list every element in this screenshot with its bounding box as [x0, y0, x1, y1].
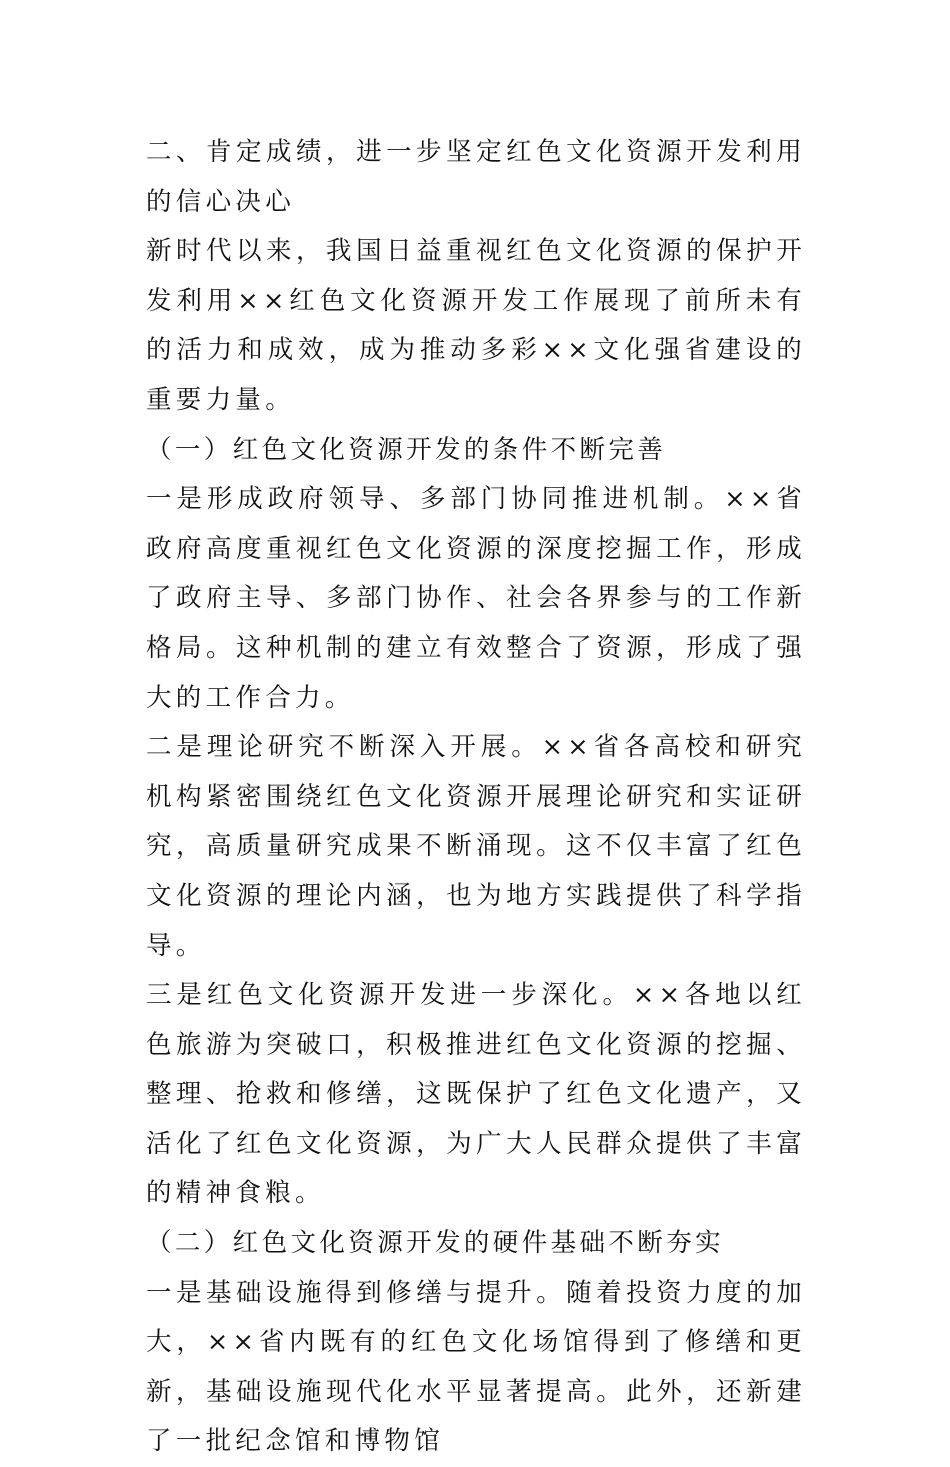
subsection-1-paragraph-1: 一是形成政府领导、多部门协同推进机制。××省政府高度重视红色文化资源的深度挖掘工作，形成了政府主导、多部门协作、社会各界参与的工作新格局。这种机制的建立有效整合了资源，形成了强大的工作合力。 [146, 484, 806, 713]
subsection-1-title: （一）红色文化资源开发的条件不断完善 [146, 434, 667, 465]
subsection-1-paragraph-2: 二是理论研究不断深入开展。××省各高校和研究机构紧密围绕红色文化资源开展理论研究和实证研究，高质量研究成果不断涌现。这不仅丰富了红色文化资源的理论内涵，也为地方实践提供了科学指导。 [146, 732, 806, 961]
subsection-2-title: （二）红色文化资源开发的硬件基础不断夯实 [146, 1228, 725, 1259]
section-heading: 二、肯定成绩，进一步坚定红色文化资源开发利用的信心决心 [146, 137, 806, 217]
intro-paragraph: 新时代以来，我国日益重视红色文化资源的保护开发利用××红色文化资源开发工作展现了前所未有的活力和成效，成为推动多彩××文化强省建设的重要力量。 [146, 236, 806, 415]
subsection-2-paragraph-1: 一是基础设施得到修缮与提升。随着投资力度的加大，××省内既有的红色文化场馆得到了修缮和更新，基础设施现代化水平显著提高。此外，还新建了一批纪念馆和博物馆 [146, 1277, 806, 1457]
document-body [146, 128, 806, 1467]
subsection-1-paragraph-3: 三是红色文化资源开发进一步深化。××各地以红色旅游为突破口，积极推进红色文化资源的挖掘、整理、抢救和修缮，这既保护了红色文化遗产，又活化了红色文化资源，为广大人民群众提供了丰富的精神食粮。 [146, 980, 806, 1209]
